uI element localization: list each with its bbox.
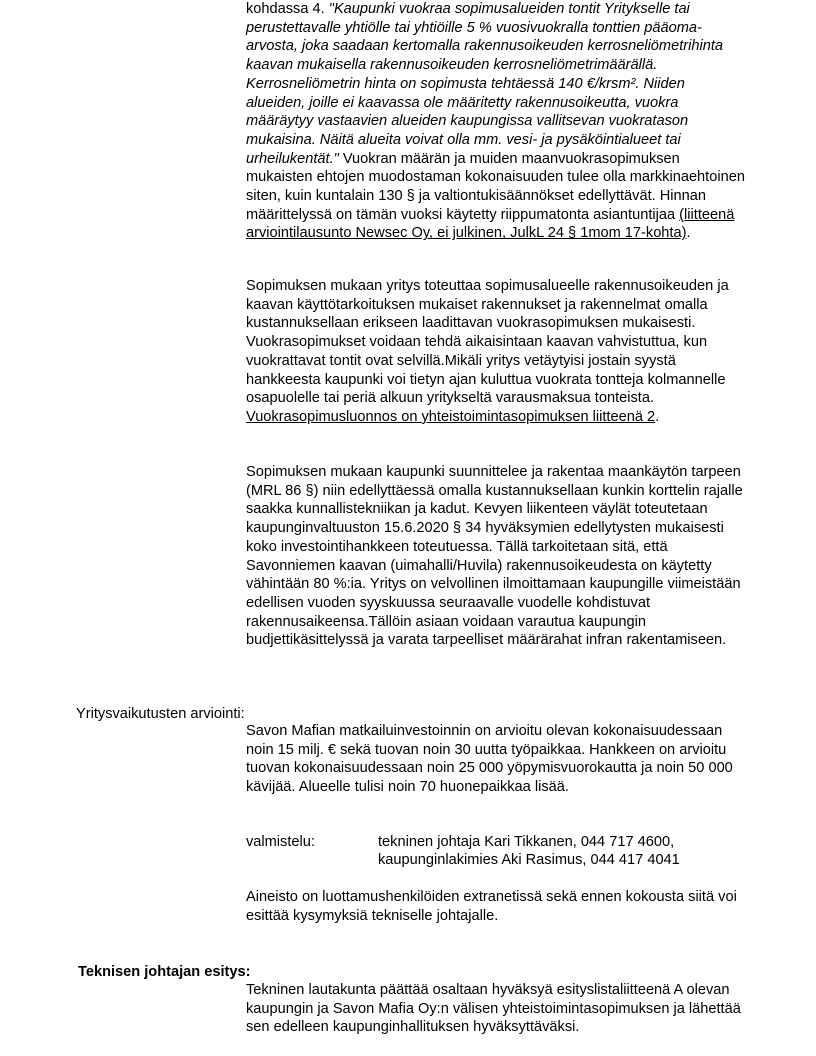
- paragraph-impact: Savon Mafian matkailuinvestoinnin on arvioitu olevan kokonaisuudessaan noin 15 milj. € sekä tuovan noin 30 uutta työpaikkaa. Hankkeen on arvioitu tuovan kokonaisuudessaan noin 25 000 yöpymisvuorokautta ja noin 50 000 kävijää. Alueelle tulisi noin 70 huonepaikkaa lisää.: [246, 723, 733, 796]
- text-market-terms: Vuokran määrän ja muiden maanvuokrasopimuksen mukaisten ehtojen muodostaman kokonaisuuden tulee olla markkinaehtoinen siten, kuin kuntalain 130 § ja valtiontukisäännökset edellyttävät. Hinnan määrittelyssä on tämän vuoksi käytetty riippumatonta asiantuntijaa: [246, 150, 745, 223]
- paragraph-extranet: Aineisto on luottamushenkilöiden extranetissä sekä ennen kokousta siitä voi esittää kysymyksiä tekniselle johtajalle.: [246, 889, 737, 924]
- proposal-label: Teknisen johtajan esitys:: [78, 964, 251, 980]
- text-kohdassa: kohdassa 4.: [246, 1, 329, 17]
- appendix-lease-draft-link[interactable]: Vuokrasopimusluonnos on yhteistoimintasopimuksen liitteenä 2: [246, 408, 656, 425]
- impact-label: Yritysvaikutusten arviointi:: [76, 706, 245, 722]
- preparation-label: valmistelu:: [246, 834, 315, 850]
- paragraph-proposal: Tekninen lautakunta päättää osaltaan hyväksyä esityslistaliitteenä A olevan kaupungin ja Savon Mafia Oy:n välisen yhteistoimintasopimuksen ja lähettää sen edelleen kaupunginhallituksen hyväksyttäväksi.: [246, 982, 741, 1036]
- preparation-contact-2: kaupunginlakimies Aki Rasimus, 044 417 4041: [378, 852, 680, 868]
- preparation-contact-1: tekninen johtaja Kari Tikkanen, 044 717 4600,: [378, 834, 675, 850]
- paragraph-infrastructure: Sopimuksen mukaan kaupunki suunnittelee ja rakentaa maankäytön tarpeen (MRL 86 §) niin edellyttäessä omalla kustannuksellaan kunkin korttelin rajalle saakka kunnallistekniikan ja kadut. Kevyen liikenteen väylät toteutetaan kaupunginvaltuuston 15.6.2020 § 34 hyväksymien edellytysten mukaisesti koko investointihankkeen toteutuessa. Tällä tarkoitetaan sitä, että Savonniemen kaavan (uimahalli/Huvila) rakennusoikeudesta on käytetty vähintään 80 %:ia. Yritys on velvollinen ilmoittamaan kaupungille viimeistään edellisen vuoden syyskuussa seuraavalle vuodelle kohdistuvat rakennusaikeensa.Tällöin asiaan voidaan varautua kaupungin budjettikäsittelyssä ja varata tarpeelliset määrärahat infran rakentamiseen.: [246, 464, 743, 649]
- quoted-lease-clause: "Kaupunki vuokraa sopimusalueiden tontit Yritykselle tai perustettavalle yhtiölle tai yhtiöille 5 % vuosivuokralla tonttien pääoma-arvosta, joka saadaan kertomalla rakennusoikeuden kerrosneliömetrihinta kaavan mukaisella rakennusoikeuden kerrosneliömetrimäärällä. Kerrosneliömetrin hinta on sopimusta tehtäessä 140 €/krsm². Niiden alueiden, joille ei kaavassa ole määritetty rakennusoikeutta, vuokra määräytyy vastaavien alueiden kaupungissa vallitsevan vuokratason mukaisina. Näitä alueita voivat olla mm. vesi- ja pysäköintialueet tai urheilukentät.": [246, 1, 723, 167]
- appendix-valuation-link[interactable]: (liitteenä arviointilausunto Newsec Oy, ei julkinen, JulkL 24 § 1mom 17-kohta): [246, 206, 735, 242]
- paragraph-construction: Sopimuksen mukaan yritys toteuttaa sopimusalueelle rakennusoikeuden ja kaavan käyttötarkoituksen mukaiset rakennukset ja rakennelmat omalla kustannuksellaan erikseen laadittavan vuokrasopimuksen mukaisesti. Vuokrasopimukset voidaan tehdä aikaisintaan kaavan vahvistuttua, kun vuokrattavat tontit ovat selvillä.Mikäli yritys vetäytyisi jostain syystä hankkeesta kaupunki voi tietyn ajan kuluttua vuokrata tontteja kolmannelle osapuolelle tai periä alkuun yritykseltä varausmaksua tonteista. Vuokrasopimusluonnos on yhteistoimintasopimuksen liitteenä 2.: [246, 278, 729, 425]
- paragraph-lease-terms: kohdassa 4. "Kaupunki vuokraa sopimusalueiden tontit Yritykselle tai perustettavalle yhtiölle tai yhtiöille 5 % vuosivuokralla tonttien pääoma-arvosta, joka saadaan kertomalla rakennusoikeuden kerrosneliömetrihinta kaavan mukaisella rakennusoikeuden kerrosneliömetrimäärällä. Kerrosneliömetrin hinta on sopimusta tehtäessä 140 €/krsm². Niiden alueiden, joille ei kaavassa ole määritetty rakennusoikeutta, vuokra määräytyy vastaavien alueiden kaupungissa vallitsevan vuokratason mukaisina. Näitä alueita voivat olla mm. vesi- ja pysäköintialueet tai urheilukentät." Vuokran määrän ja muiden maanvuokrasopimuksen mukaisten ehtojen muodostaman kokonaisuuden tulee olla markkinaehtoinen siten, kuin kuntalain 130 § ja valtiontukisäännökset edellyttävät. Hinnan määrittelyssä on tämän vuoksi käytetty riippumatonta asiantuntijaa (liitteenä arviointilausunto Newsec Oy, ei julkinen, JulkL 24 § 1mom 17-kohta).: [246, 1, 745, 242]
